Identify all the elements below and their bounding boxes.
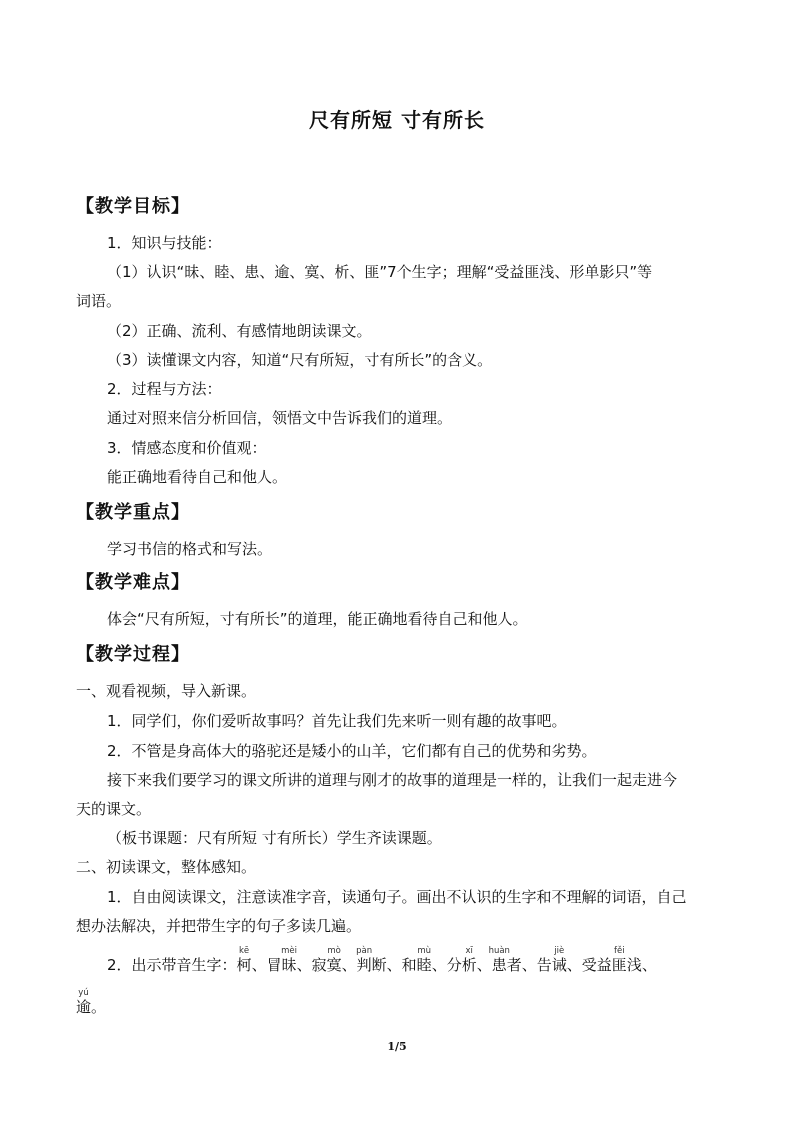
- goals-line: 能正确地看待自己和他人。: [107, 468, 288, 486]
- process-line: 1．自由阅读课文，注意读准字音，读通句子。画出不认识的生字和不理解的词语，自己: [107, 888, 687, 906]
- process-line: 天的课文。: [76, 800, 152, 818]
- plain-text: 、受益: [566, 956, 612, 974]
- pinyin-character: 逾yú: [76, 988, 92, 1016]
- plain-text: 、冒: [251, 956, 282, 974]
- goals-line: 1．知识与技能：: [107, 234, 222, 252]
- plain-text: 、: [476, 956, 492, 974]
- section-heading-key-points: 【教学重点】: [76, 502, 190, 523]
- process-line: 想办法解决，并把带生字的句子多读几遍。: [76, 917, 362, 935]
- goals-line: （2）正确、流利、有感情地朗读课文。: [107, 322, 372, 340]
- process-line: 二、初读课文，整体感知。: [76, 858, 257, 876]
- difficulties-line: 体会“尺有所短，寸有所长”的道理，能正确地看待自己和他人。: [107, 610, 528, 628]
- plain-text: 断、和: [371, 956, 417, 974]
- process-line: 接下来我们要学习的课文所讲的道理与刚才的故事的道理是一样的，让我们一起走进今: [107, 771, 678, 789]
- goals-line: 3．情感态度和价值观：: [107, 439, 267, 457]
- page-number: 1/5: [387, 1040, 407, 1053]
- plain-text: 、寂: [296, 956, 327, 974]
- pinyin-character: 匪fěi: [611, 946, 627, 974]
- key-points-line: 学习书信的格式和写法。: [107, 540, 273, 558]
- process-line: （板书课题：尺有所短 寸有所长）学生齐读课题。: [107, 829, 442, 847]
- goals-line: （3）读懂课文内容，知道“尺有所短，寸有所长”的含义。: [107, 351, 493, 369]
- plain-text: 浅、: [626, 956, 657, 974]
- plain-text: 者、告: [506, 956, 552, 974]
- process-line: 一、观看视频，导入新课。: [76, 682, 257, 700]
- pinyin-character: 柯kē: [236, 946, 252, 974]
- section-heading-difficulties: 【教学难点】: [76, 572, 190, 593]
- plain-text: 、分: [431, 956, 462, 974]
- ruby-line-prefix: 2．出示带音生字：: [107, 956, 237, 974]
- pinyin-character: 判pàn: [356, 946, 373, 974]
- page-title: 尺有所短 寸有所长: [309, 108, 485, 132]
- pinyin-character: 睦mù: [416, 946, 432, 974]
- goals-line: 词语。: [76, 292, 122, 310]
- process-line: 2．不管是身高体大的骆驼还是矮小的山羊，它们都有自己的优势和劣势。: [107, 742, 597, 760]
- plain-text: 、: [341, 956, 357, 974]
- goals-line: 2．过程与方法：: [107, 380, 222, 398]
- pinyin-character-line: [107, 946, 657, 975]
- pinyin-character: 患huàn: [488, 946, 510, 974]
- goals-line: 通过对照来信分析回信，领悟文中告诉我们的道理。: [107, 409, 453, 427]
- process-line: 1．同学们，你们爱听故事吗？首先让我们先来听一则有趣的故事吧。: [107, 712, 567, 730]
- pinyin-segments: [236, 946, 657, 974]
- pinyin-character-line-tail: 逾yú。: [76, 988, 107, 1016]
- pinyin-character: 寞mò: [326, 946, 342, 974]
- pinyin-character: 析xī: [461, 946, 477, 974]
- goals-line: （1）认识“昧、睦、患、逾、寞、析、匪”7个生字；理解“受益匪浅、形单影只”等: [107, 263, 653, 281]
- pinyin-character: 昧mèi: [281, 946, 298, 974]
- pinyin-character: 诫jiè: [551, 946, 567, 974]
- section-heading-process: 【教学过程】: [76, 644, 190, 665]
- section-heading-goals: 【教学目标】: [76, 196, 190, 217]
